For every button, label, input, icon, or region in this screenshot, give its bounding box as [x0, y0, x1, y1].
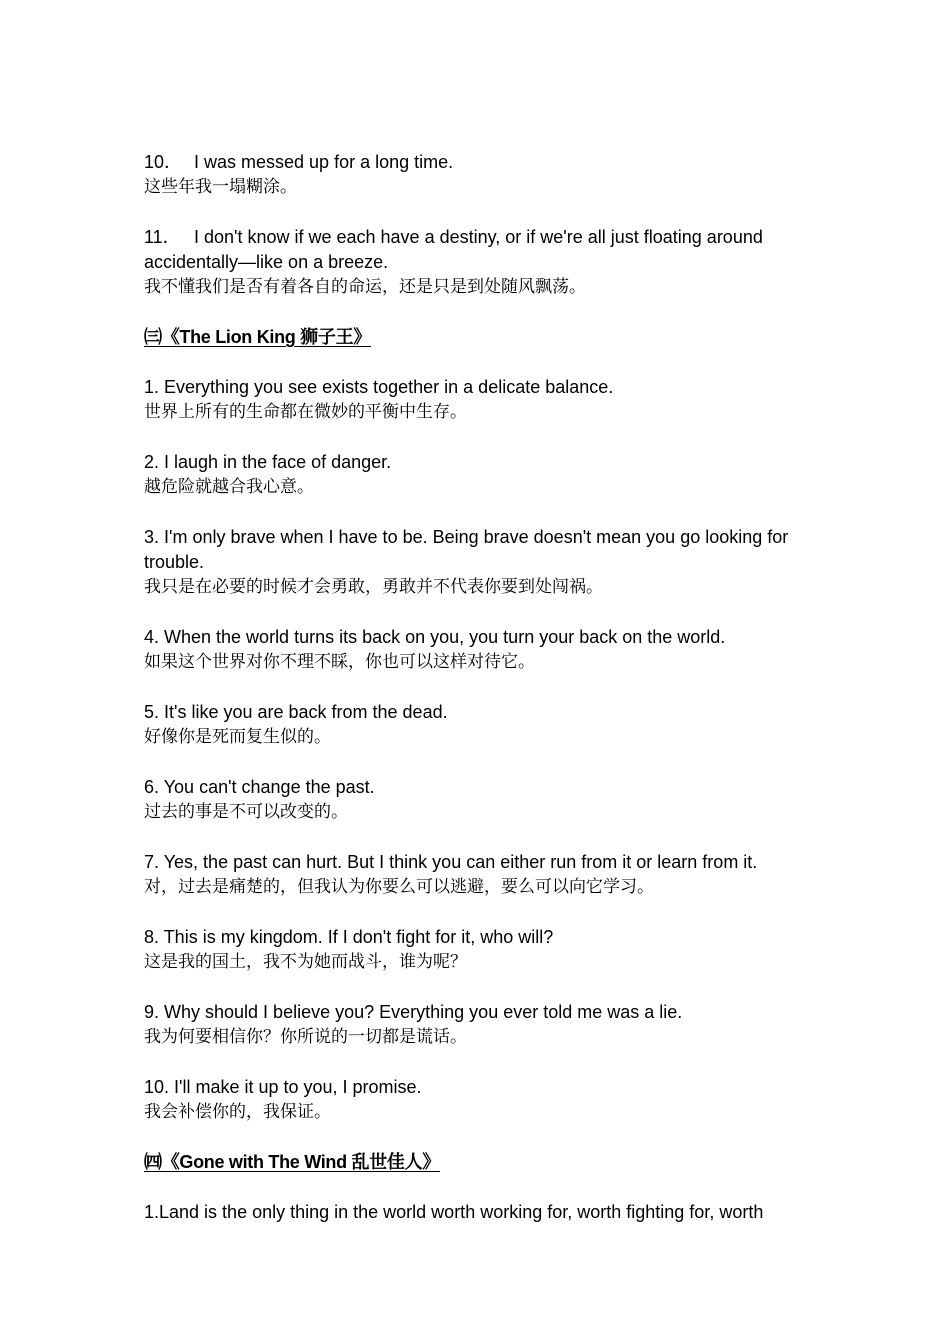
quote-chinese: 世界上所有的生命都在微妙的平衡中生存。 [144, 402, 467, 422]
quote-english: 1.Land is the only thing in the world worth working for, worth fighting for, worth [144, 1202, 764, 1222]
quote-chinese: 对，过去是痛楚的，但我认为你要么可以逃避，要么可以向它学习。 [144, 877, 654, 897]
quote-entry [144, 225, 814, 300]
quote-english: 3. I'm only brave when I have to be. Being brave doesn't mean you go looking for trouble. [144, 527, 789, 572]
quote-entry [144, 775, 814, 825]
quote-english-text: I don't know if we each have a destiny, or if we're all just floating around accidentally—like on a breeze. [144, 227, 763, 272]
quote-entry [144, 525, 814, 600]
quote-english: 8. This is my kingdom. If I don't fight for it, who will? [144, 927, 554, 947]
quote-chinese: 过去的事是不可以改变的。 [144, 802, 348, 822]
document-page [144, 150, 814, 1250]
section-heading-gone-with-the-wind: ㈣《Gone with The Wind 乱世佳人》 [144, 1152, 441, 1172]
quote-entry [144, 700, 814, 750]
quote-entry [144, 850, 814, 900]
quote-chinese: 如果这个世界对你不理不睬，你也可以这样对待它。 [144, 652, 535, 672]
quote-entry [144, 150, 814, 200]
quote-entry [144, 625, 814, 675]
quote-number: 10． [144, 152, 183, 172]
quote-number: 11． [144, 227, 181, 247]
quote-chinese: 这是我的国土，我不为她而战斗，谁为呢？ [144, 952, 467, 972]
quote-english: 10. I'll make it up to you, I promise. [144, 1077, 422, 1097]
quote-english-text: I was messed up for a long time. [194, 152, 454, 172]
quote-english [144, 150, 814, 175]
quote-entry [144, 925, 814, 975]
quote-english: 9. Why should I believe you? Everything you ever told me was a lie. [144, 1002, 683, 1022]
quote-english: 4. When the world turns its back on you, you turn your back on the world. [144, 627, 726, 647]
quote-entry [144, 1075, 814, 1125]
quote-chinese: 我只是在必要的时候才会勇敢，勇敢并不代表你要到处闯祸。 [144, 577, 603, 597]
quote-english: 1. Everything you see exists together in a delicate balance. [144, 377, 614, 397]
quote-chinese: 我会补偿你的，我保证。 [144, 1102, 331, 1122]
section-heading-lion-king: ㈢《The Lion King 狮子王》 [144, 327, 371, 347]
quote-chinese: 我不懂我们是否有着各自的命运，还是只是到处随风飘荡。 [144, 277, 586, 297]
quote-chinese: 越危险就越合我心意。 [144, 477, 314, 497]
quote-chinese: 好像你是死而复生似的。 [144, 727, 331, 747]
quote-english [144, 225, 814, 275]
quote-english: 5. It's like you are back from the dead. [144, 702, 448, 722]
quote-entry [144, 1000, 814, 1050]
quote-english: 6. You can't change the past. [144, 777, 375, 797]
quote-entry [144, 1200, 814, 1225]
quote-english: 7. Yes, the past can hurt. But I think you can either run from it or learn from it. [144, 852, 758, 872]
quote-entry [144, 375, 814, 425]
quote-entry [144, 450, 814, 500]
quote-chinese: 这些年我一塌糊涂。 [144, 177, 297, 197]
quote-chinese: 我为何要相信你？你所说的一切都是谎话。 [144, 1027, 467, 1047]
quote-english: 2. I laugh in the face of danger. [144, 452, 392, 472]
